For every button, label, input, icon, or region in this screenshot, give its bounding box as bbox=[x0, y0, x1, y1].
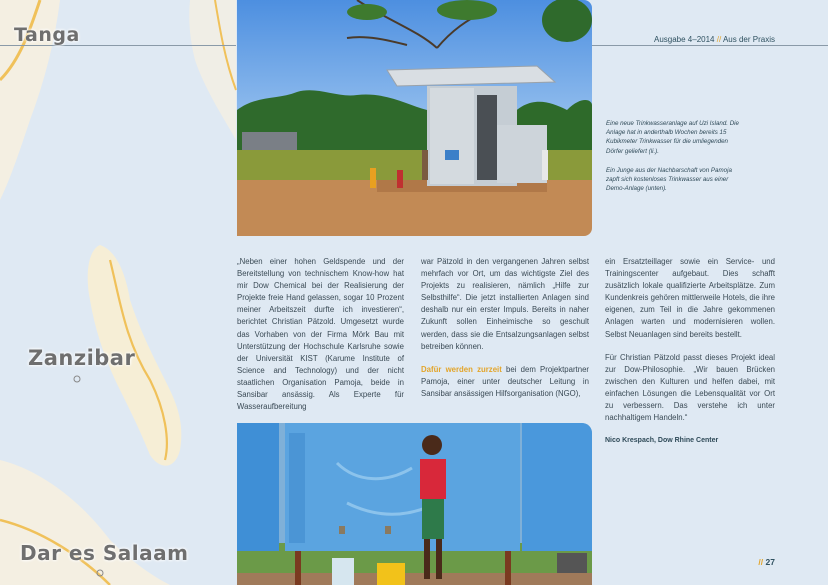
column-1-paragraph: „Neben einer hohen Geldspende und der Bereitstellung von technischem Know-how hat mir Dow Chemical bei der Realisierung der Projekte freie Hand gelassen, sogar 10 Prozent meiner Arbeitszeit durfte ich investieren“, berichtet Christian Pätzold. Umgesetzt wurde das Vorhaben von der Firma Mörk Bau mit Unterstützung der Hochschule Karlsruhe sowie der Universität KIST (Karume Institute of Science and Technology) und der nicht staatlichen Organisation Pamoja, beide in Sansibar ansässig. Als Experte für Wasseraufbereitung bbox=[237, 257, 404, 412]
map-label-dar-es-salaam: Dar es Salaam bbox=[20, 541, 189, 565]
highlight-lead: Dafür werden zurzeit bbox=[421, 364, 502, 374]
text-column-3 bbox=[605, 256, 775, 458]
header-issue: Ausgabe 4–2014 bbox=[654, 35, 715, 44]
column-2-paragraph-2 bbox=[421, 364, 589, 400]
caption-top: Eine neue Trinkwasseranlage auf Uzi Island. Die Anlage hat in anderthalb Wochen bereits 15 Kubikmeter Trinkwasser für die umliegenden Dörfer geliefert (li.). bbox=[606, 120, 739, 155]
page-number bbox=[758, 557, 775, 567]
page-number-separator: // bbox=[758, 557, 764, 567]
top-photo bbox=[237, 0, 592, 236]
column-2-paragraph-1: war Pätzold in den vergangenen Jahren selbst mehrfach vor Ort, um das wichtigste Ziel des Projekts zu realisieren, nämlich „Hilfe zur Selbsthilfe“. Die jetzt installierten Anlagen sind deshalb nur ein erster Impuls. Bereits in naher Zukunft sollen Einheimische so geschult werden, dass sie die Entsalzungsanlagen selbst betreiben können. bbox=[421, 257, 589, 351]
bottom-photo bbox=[237, 423, 592, 585]
column-3-paragraph-2: Für Christian Pätzold passt dieses Projekt ideal zur Dow-Philosophie. „Wir bauen Brücken zwischen den Kulturen und helfen dabei, mit einfachen Lösungen die Lebensqualität vor Ort zu verbessern. Das verstehe ich unter nachhaltigem Handeln.“ bbox=[605, 352, 775, 423]
page-header bbox=[654, 35, 775, 44]
text-column-1 bbox=[237, 256, 404, 424]
header-rule-right bbox=[592, 45, 828, 46]
map-label-zanzibar: Zanzibar bbox=[28, 346, 136, 370]
header-section: Aus der Praxis bbox=[722, 35, 775, 44]
map-label-tanga: Tanga bbox=[14, 24, 80, 46]
page-number-value: 27 bbox=[765, 557, 775, 567]
text-column-2 bbox=[421, 256, 589, 411]
column-3-paragraph-1: ein Ersatzteillager sowie ein Service- und Trainingscenter aufgebaut. Dies schafft zusätzlich lokale qualifizierte Arbeitsplätze. Zum Kundenkreis gehören mittlerweile Hotels, die ihre eigenen, zum Teil in die Jahre gekommenen Anlagen warten und modernisieren wollen. Selbst Neuanlagen sind bereits bestellt. bbox=[605, 257, 775, 339]
header-separator: // bbox=[716, 35, 722, 44]
caption-bottom: Ein Junge aus der Nachbarschaft von Pamoja zapft sich kostenloses Trinkwasser aus einer Demo-Anlage (unten). bbox=[606, 167, 732, 193]
author-signature: Nico Krespach, Dow Rhine Center bbox=[605, 437, 719, 445]
column-2-paragraph-2-body: bei dem Projektpartner Pamoja, einer unter deutscher Leitung in Sansibar ansässigen Hilfsorganisation (NGO), bbox=[421, 364, 589, 398]
